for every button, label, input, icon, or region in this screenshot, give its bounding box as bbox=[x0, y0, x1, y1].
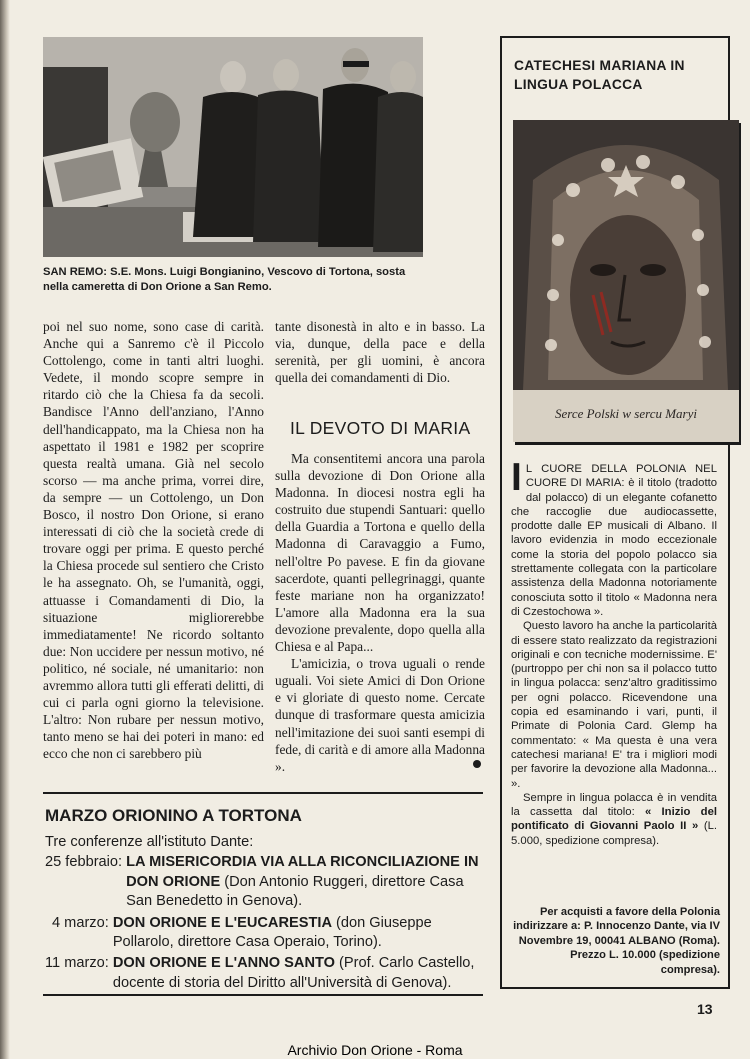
san-remo-photo bbox=[43, 37, 423, 257]
conference-title: LA MISERICORDIA VIA ALLA RICONCILIAZIONE IN DON ORIONE bbox=[126, 854, 479, 890]
conference-date: 25 febbraio: bbox=[45, 854, 127, 871]
conference-item bbox=[45, 954, 490, 993]
sidebar-paragraph: Questo lavoro ha anche la particolarità di essere stato realizzato da registrazioni originali e con tecniche modernissime. E' (purtroppo per chi non sa il polacco tutto in lingua polacca: senz'altro graditissimo per ogni polacco. Ricevendone una copia ed esaminando i vari, punti, il Primate di Polonia Card. Glemp ha commentato: « Ma questa è una vera catechesi mariana! E' tra i migliori modi per favorire la devozione alla Madonna... ». bbox=[511, 620, 717, 790]
sidebar-text bbox=[511, 456, 717, 848]
conference-title: DON ORIONE E L'EUCARESTIA bbox=[112, 914, 332, 931]
conference-item bbox=[45, 914, 490, 953]
conference-title: DON ORIONE E L'ANNO SANTO bbox=[112, 955, 335, 972]
article-column-2-bottom bbox=[275, 450, 485, 775]
purchase-info: Per acquisti a favore della Polonia indirizzare a: P. Innocenzo Dante, via IV Novembre 19, 00041 ALBANO (Roma). Prezzo L. 10.000 (spedizione compresa). bbox=[513, 906, 720, 976]
marzo-section-title: MARZO ORIONINO A TORTONA bbox=[45, 806, 302, 825]
conference-date: 11 marzo: bbox=[45, 955, 113, 972]
conference-intro: Tre conferenze all'istituto Dante: bbox=[45, 834, 254, 850]
conference-speaker: (Don Antonio Ruggeri, direttore Casa San Benedetto in Genova). bbox=[126, 873, 464, 910]
sidebar-paragraph bbox=[511, 791, 717, 848]
article-paragraph: Ma consentitemi ancora una parola sulla devozione di Don Orione alla Madonna. In diocesi nostra egli ha costruito due stupendi Santuari: quello della Guardia a Tortona e quello della Madonna di Caravaggio a Fumo, nell'oltre Po pavese. E fin da giovane sacerdote, quanti pellegrinaggi, quante feste mariane non ha organizzato! L'amore alla Madonna era la sua devozione prevalente, dopo quella alla Chiesa e al Papa... bbox=[275, 451, 485, 655]
page-number: 13 bbox=[697, 1001, 713, 1017]
page-spine-shadow bbox=[0, 0, 10, 1059]
cassette-title: « Inizio del pontificato di Giovanni Paolo II » bbox=[511, 806, 717, 833]
article-paragraph: poi nel suo nome, sono case di carità. Anche qui a Sanremo c'è il Piccolo Cottolengo, come in tanti altri luoghi. Vedete, il mondo scopre sempre in ritardo ciò che la Chiesa fa da secoli. Bandisce l'Anno dell'anziano, l'Anno dell'handicappato, ma la Chiesa non ha aspettato il 1981 e 1982 per scoprire questa realtà umana. Già nel secolo scorso — ma anche prima, vorrei dire, da sempre — un Cottolengo, un Don Bosco, il nostro Don Orione, si erano interessati di ciò che la società crede di trovare oggi per prima. E questo perché la Chiesa procede sul sentiero che Cristo le ha assegnato. Oh, se l'umanità, oggi, attuasse i Comandamenti di Dio, la situazione migliorerebbe immediatamente! Ne ricordo soltanto due: Non uccidere per nessun motivo, né politico, né sociale, né umanitario: non avremmo allora tutti gli efferati delitti, di cui ci parla ogni giorno la televisione. L'altro: Non rubare per nessun motivo, tanto meno se hai dei poteri in mano: ed ecco che non ci sarebbero più bbox=[43, 319, 264, 762]
photo-caption: SAN REMO: S.E. Mons. Luigi Bongianino, Vescovo di Tortona, sosta nella cameretta di Don Orione a San Remo. bbox=[43, 266, 406, 293]
archive-footer: Archivio Don Orione - Roma bbox=[287, 1042, 463, 1058]
article-paragraph: L'amicizia, o trova uguali o rende uguali. Voi siete Amici di Don Orione e vi gloriate di questo nome. Cercate dunque di trasformare questa amicizia nell'imitazione dei suoi santi esempi di fede, di carità e di amore alla Madonna ». bbox=[275, 656, 485, 774]
sidebar-paragraph-text: Sempre in lingua polacca è in vendita la cassetta dal titolo: bbox=[511, 791, 717, 819]
conference-list bbox=[45, 833, 490, 995]
sidebar-paragraph bbox=[511, 456, 717, 619]
drop-cap: I bbox=[511, 456, 522, 499]
sidebar-title: CATECHESI MARIANA IN LINGUA POLACCA bbox=[514, 58, 685, 92]
black-madonna-icon-image bbox=[513, 120, 739, 442]
article-column-1 bbox=[43, 318, 264, 762]
end-of-article-mark bbox=[473, 760, 481, 768]
conference-speaker: (don Giuseppe Pollarolo, direttore Casa Operaio, Torino). bbox=[112, 914, 432, 951]
conference-item bbox=[45, 853, 490, 911]
section-divider bbox=[43, 792, 483, 794]
sidebar-paragraph-text: (L. 5.000, spedizione compresa). bbox=[511, 820, 717, 847]
conference-speaker: (Prof. Carlo Castello, docente di storia del Diritto all'Università di Genova). bbox=[112, 955, 475, 991]
icon-inscription: Serce Polski w sercu Maryi bbox=[555, 406, 697, 421]
conference-date: 4 marzo: bbox=[52, 914, 113, 931]
article-paragraph: tante disonestà in alto e in basso. La via, dunque, della pace e della serenità, per gli uomini, è ancora quella dei comandamenti di Dio. bbox=[275, 319, 485, 386]
section-heading-devoto: IL DEVOTO DI MARIA bbox=[290, 418, 471, 438]
section-divider bbox=[43, 994, 483, 996]
article-column-2-top bbox=[275, 318, 485, 386]
sidebar-paragraph-text: L CUORE DELLA POLONIA NEL CUORE DI MARIA: è il titolo (tradotto dal polacco) di un elegante cofanetto che raccoglie due audiocassette, prodotte dalle EP musicali di Albano. Il lavoro evidenzia in modo eccezionale come la storia del popolo polacco sia strettamente collegata con la particolare assistenza della Madonna notoriamente conosciuta sotto il titolo « Madonna nera di Czestochowa ». bbox=[511, 463, 717, 618]
